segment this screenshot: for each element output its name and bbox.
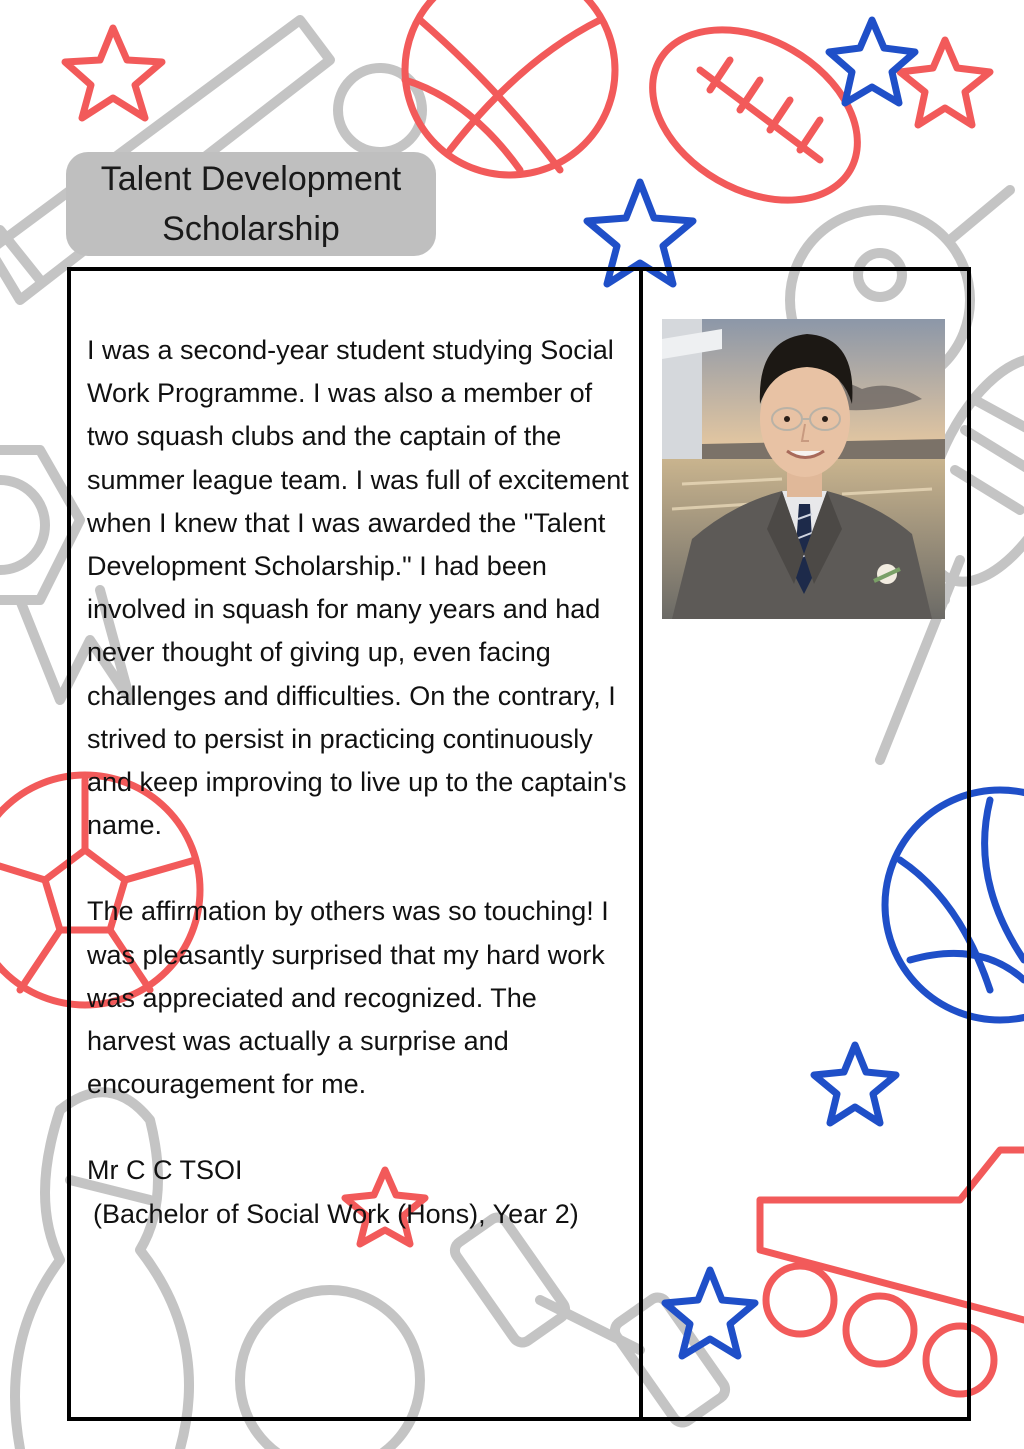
basketball-icon bbox=[405, 0, 615, 175]
page-title bbox=[66, 152, 436, 256]
author-name: Mr C C TSOI bbox=[87, 1155, 243, 1186]
testimonial-paragraph: The affirmation by others was so touching! I was pleasantly surprised that my hard work was appreciated and recognized. The harvest was actually a surprise and encouragement for me. bbox=[87, 896, 609, 1100]
star-icon bbox=[65, 28, 162, 118]
title-line-2: Scholarship bbox=[162, 210, 340, 248]
testimonial-text bbox=[87, 329, 632, 1236]
rugby-ball-icon bbox=[622, 0, 888, 235]
content-frame bbox=[67, 267, 971, 1421]
title-line-1: Talent Development bbox=[100, 160, 402, 198]
column-divider bbox=[639, 271, 643, 1417]
student-portrait-photo bbox=[662, 319, 945, 619]
author-degree: (Bachelor of Social Work (Hons), Year 2) bbox=[93, 1198, 579, 1229]
testimonial-paragraph: I was a second-year student studying Social Work Programme. I was also a member of two squash clubs and the captain of the summer league team. I was full of excitement when I knew that I was awarded the "Talent Development Scholarship." I had been involved in squash for many years and had never thought of giving up, even facing challenges and difficulties. On the contrary, I strived to persist in practicing continuously and keep improving to live up to the captain's name. bbox=[87, 335, 629, 841]
